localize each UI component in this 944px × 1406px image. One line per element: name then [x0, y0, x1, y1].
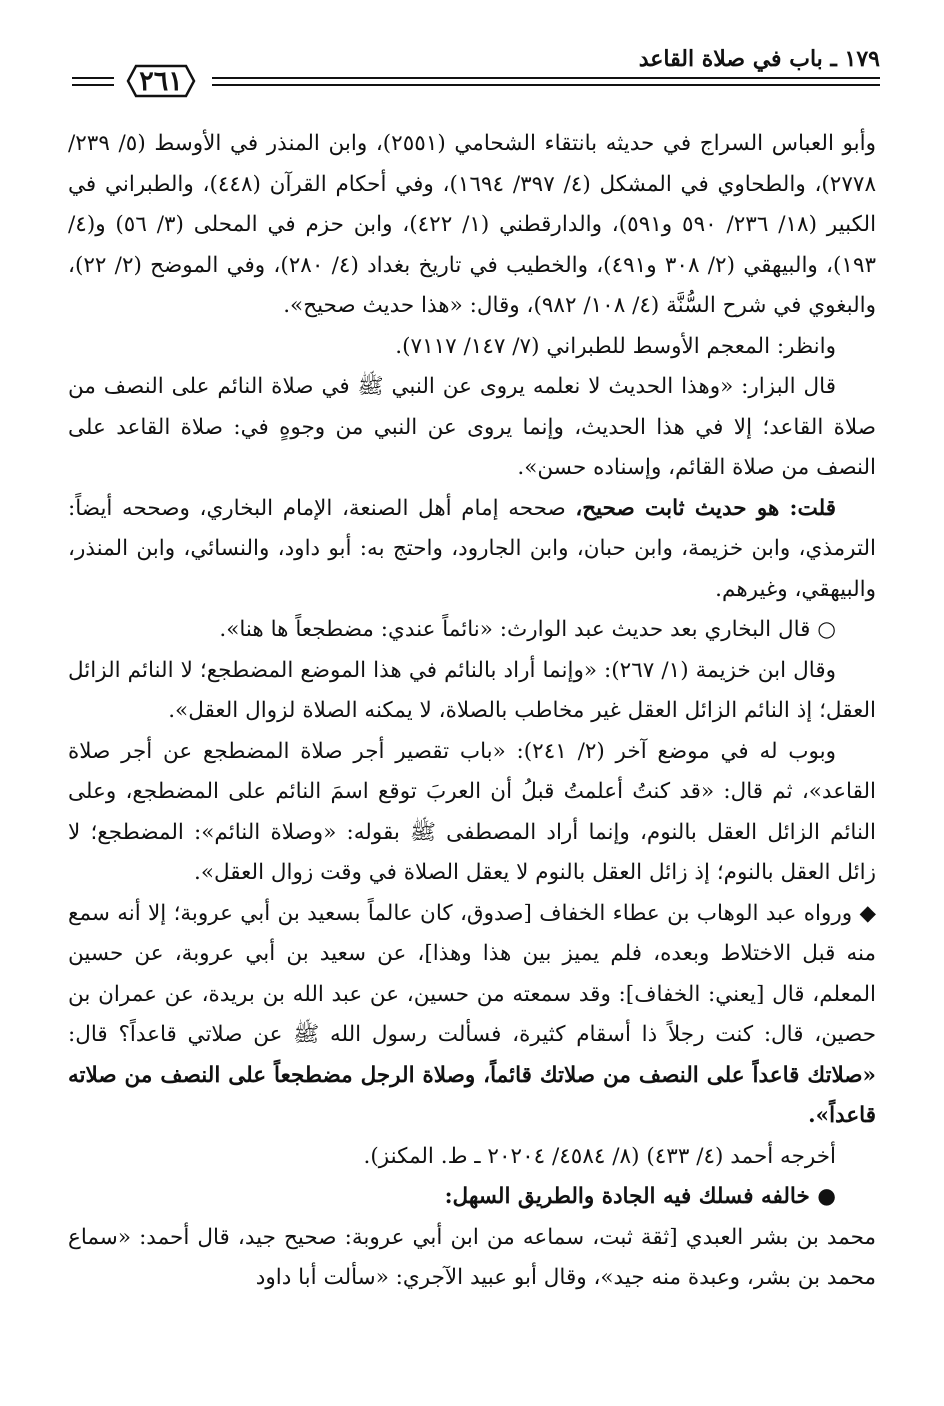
paragraph-text: وانظر: المعجم الأوسط للطبراني (٧/ ١٤٧/ ٧١١٧).: [395, 333, 836, 359]
paragraph: [68, 367, 876, 489]
paragraph-text: أخرجه أحمد (٤/ ٤٣٣) (٨/ ٤٥٨٤/ ٢٠٢٠٤ ـ ط. المكنز).: [363, 1143, 836, 1169]
page-number-frame: [118, 62, 204, 100]
section-heading: ● خالفه فسلك فيه الجادة والطريق السهل:: [444, 1184, 836, 1209]
paragraph: [68, 327, 876, 368]
paragraph: [68, 651, 876, 732]
paragraph: [68, 124, 876, 327]
paragraph-lead: قلت: هو حديث ثابت صحيح،: [575, 495, 836, 521]
header-rule: [212, 84, 880, 86]
paragraph-text: وأبو العباس السراج في حديثه بانتقاء الشحامي (٢٥٥١)، وابن المنذر في الأوسط (٥/ ٢٣٩/ ٢٧٧٨)، والطحاوي في المشكل (٤/ ٣٩٧/ ١٦٩٤)، وفي أحكام القرآن (٤٤٨)، والطبراني في الكبير (١٨/ ٢٣٦/ ٥٩٠ و٥٩١)، والدارقطني (١/ ٤٢٢)، وابن حزم في المحلى (٣/ ٥٦) و(٤/ ١٩٣)، والبيهقي (٢/ ٣٠٨ و٤٩١)، والخطيب في تاريخ بغداد (٤/ ٢٨٠)، وفي الموضح (٢/ ٢٢)، والبغوي في شرح السُّنَّة (٤/ ١٠٨/ ٩٨٢)، وقال: «هذا حديث صحيح».: [68, 131, 877, 318]
paragraph: [68, 610, 876, 651]
paragraph: [68, 489, 876, 611]
paragraph-text: صححه إمام أهل الصنعة، الإمام البخاري، وصححه أيضاً: الترمذي، وابن خزيمة، وابن حبان، وابن الجارود، واحتج به: أبو داود، والنسائي، وابن المنذر، والبيهقي، وغيرهم.: [68, 495, 876, 602]
page-header: [62, 44, 880, 122]
header-rule: [212, 77, 880, 79]
paragraph-text: ○ قال البخاري بعد حديث عبد الوارث: «نائماً عندي: مضطجعاً ها هنا».: [219, 617, 836, 642]
paragraph: [68, 1137, 876, 1178]
paragraph-text: قال البزار: «وهذا الحديث لا نعلمه يروى عن النبي ﷺ في صلاة النائم على النصف من صلاة القاعد؛ إلا في هذا الحديث، وإنما يروى عن النبي من وجوهٍ في: صلاة القاعد على النصف من صلاة القائم، وإسناده حسن».: [68, 374, 876, 480]
page-body: [68, 124, 876, 1299]
header-rule: [72, 77, 114, 79]
paragraph: [68, 1177, 876, 1218]
paragraph-text: وقال ابن خزيمة (١/ ٢٦٧): «وإنما أراد بالنائم في هذا الموضع المضطجع؛ لا النائم الزائل العقل؛ إذ النائم الزائل العقل غير مخاطب بالصلاة، لا يمكنه الصلاة لزوال العقل».: [68, 657, 876, 723]
running-title: ١٧٩ ـ باب في صلاة القاعد: [638, 46, 880, 72]
header-rule: [72, 84, 114, 86]
page-number: ٢٦١: [139, 65, 183, 97]
paragraph: [68, 894, 876, 1137]
paragraph-text: محمد بن بشر العبدي [ثقة ثبت، سماعه من ابن أبي عروبة: صحيح جيد، قال أحمد: «سماع محمد بن بشر، وعبدة منه جيد»، وقال أبو عبيد الآجري: «سألت أبا داود: [68, 1224, 876, 1290]
paragraph-text: ◆ ورواه عبد الوهاب بن عطاء الخفاف [صدوق، كان عالماً بسعيد بن أبي عروبة؛ إلا أنه سمع منه قبل الاختلاط وبعده، فلم يميز بين هذا وهذا]، عن سعيد بن أبي عروبة، عن حسين المعلم، قال [يعني: الخفاف]: وقد سمعته من حسين، عن عبد الله بن بريدة، عن عمران بن حصين، قال: كنت رجلاً ذا أسقام كثيرة، فسألت رسول الله ﷺ عن صلاتي قاعداً؟ قال:: [68, 900, 876, 1047]
paragraph-tail: «صلاتك قاعداً على النصف من صلاتك قائماً، وصلاة الرجل مضطجعاً على النصف من صلاته قاعداً».: [68, 1062, 876, 1128]
paragraph-text: وبوب له في موضع آخر (٢/ ٢٤١): «باب تقصير أجر صلاة المضطجع عن أجر صلاة القاعد»، ثم قال: «قد كنتُ أعلمتُ قبلُ أن العربَ توقع اسمَ النائم على المضطجع، وعلى النائم الزائل العقل بالنوم، وإنما أراد المصطفى ﷺ بقوله: «وصلاة النائم»: المضطجع؛ لا زائل العقل بالنوم؛ إذ زائل العقل بالنوم لا يعقل الصلاة في وقت زوال العقل».: [68, 738, 876, 885]
paragraph: [68, 1218, 876, 1299]
paragraph: [68, 732, 876, 894]
